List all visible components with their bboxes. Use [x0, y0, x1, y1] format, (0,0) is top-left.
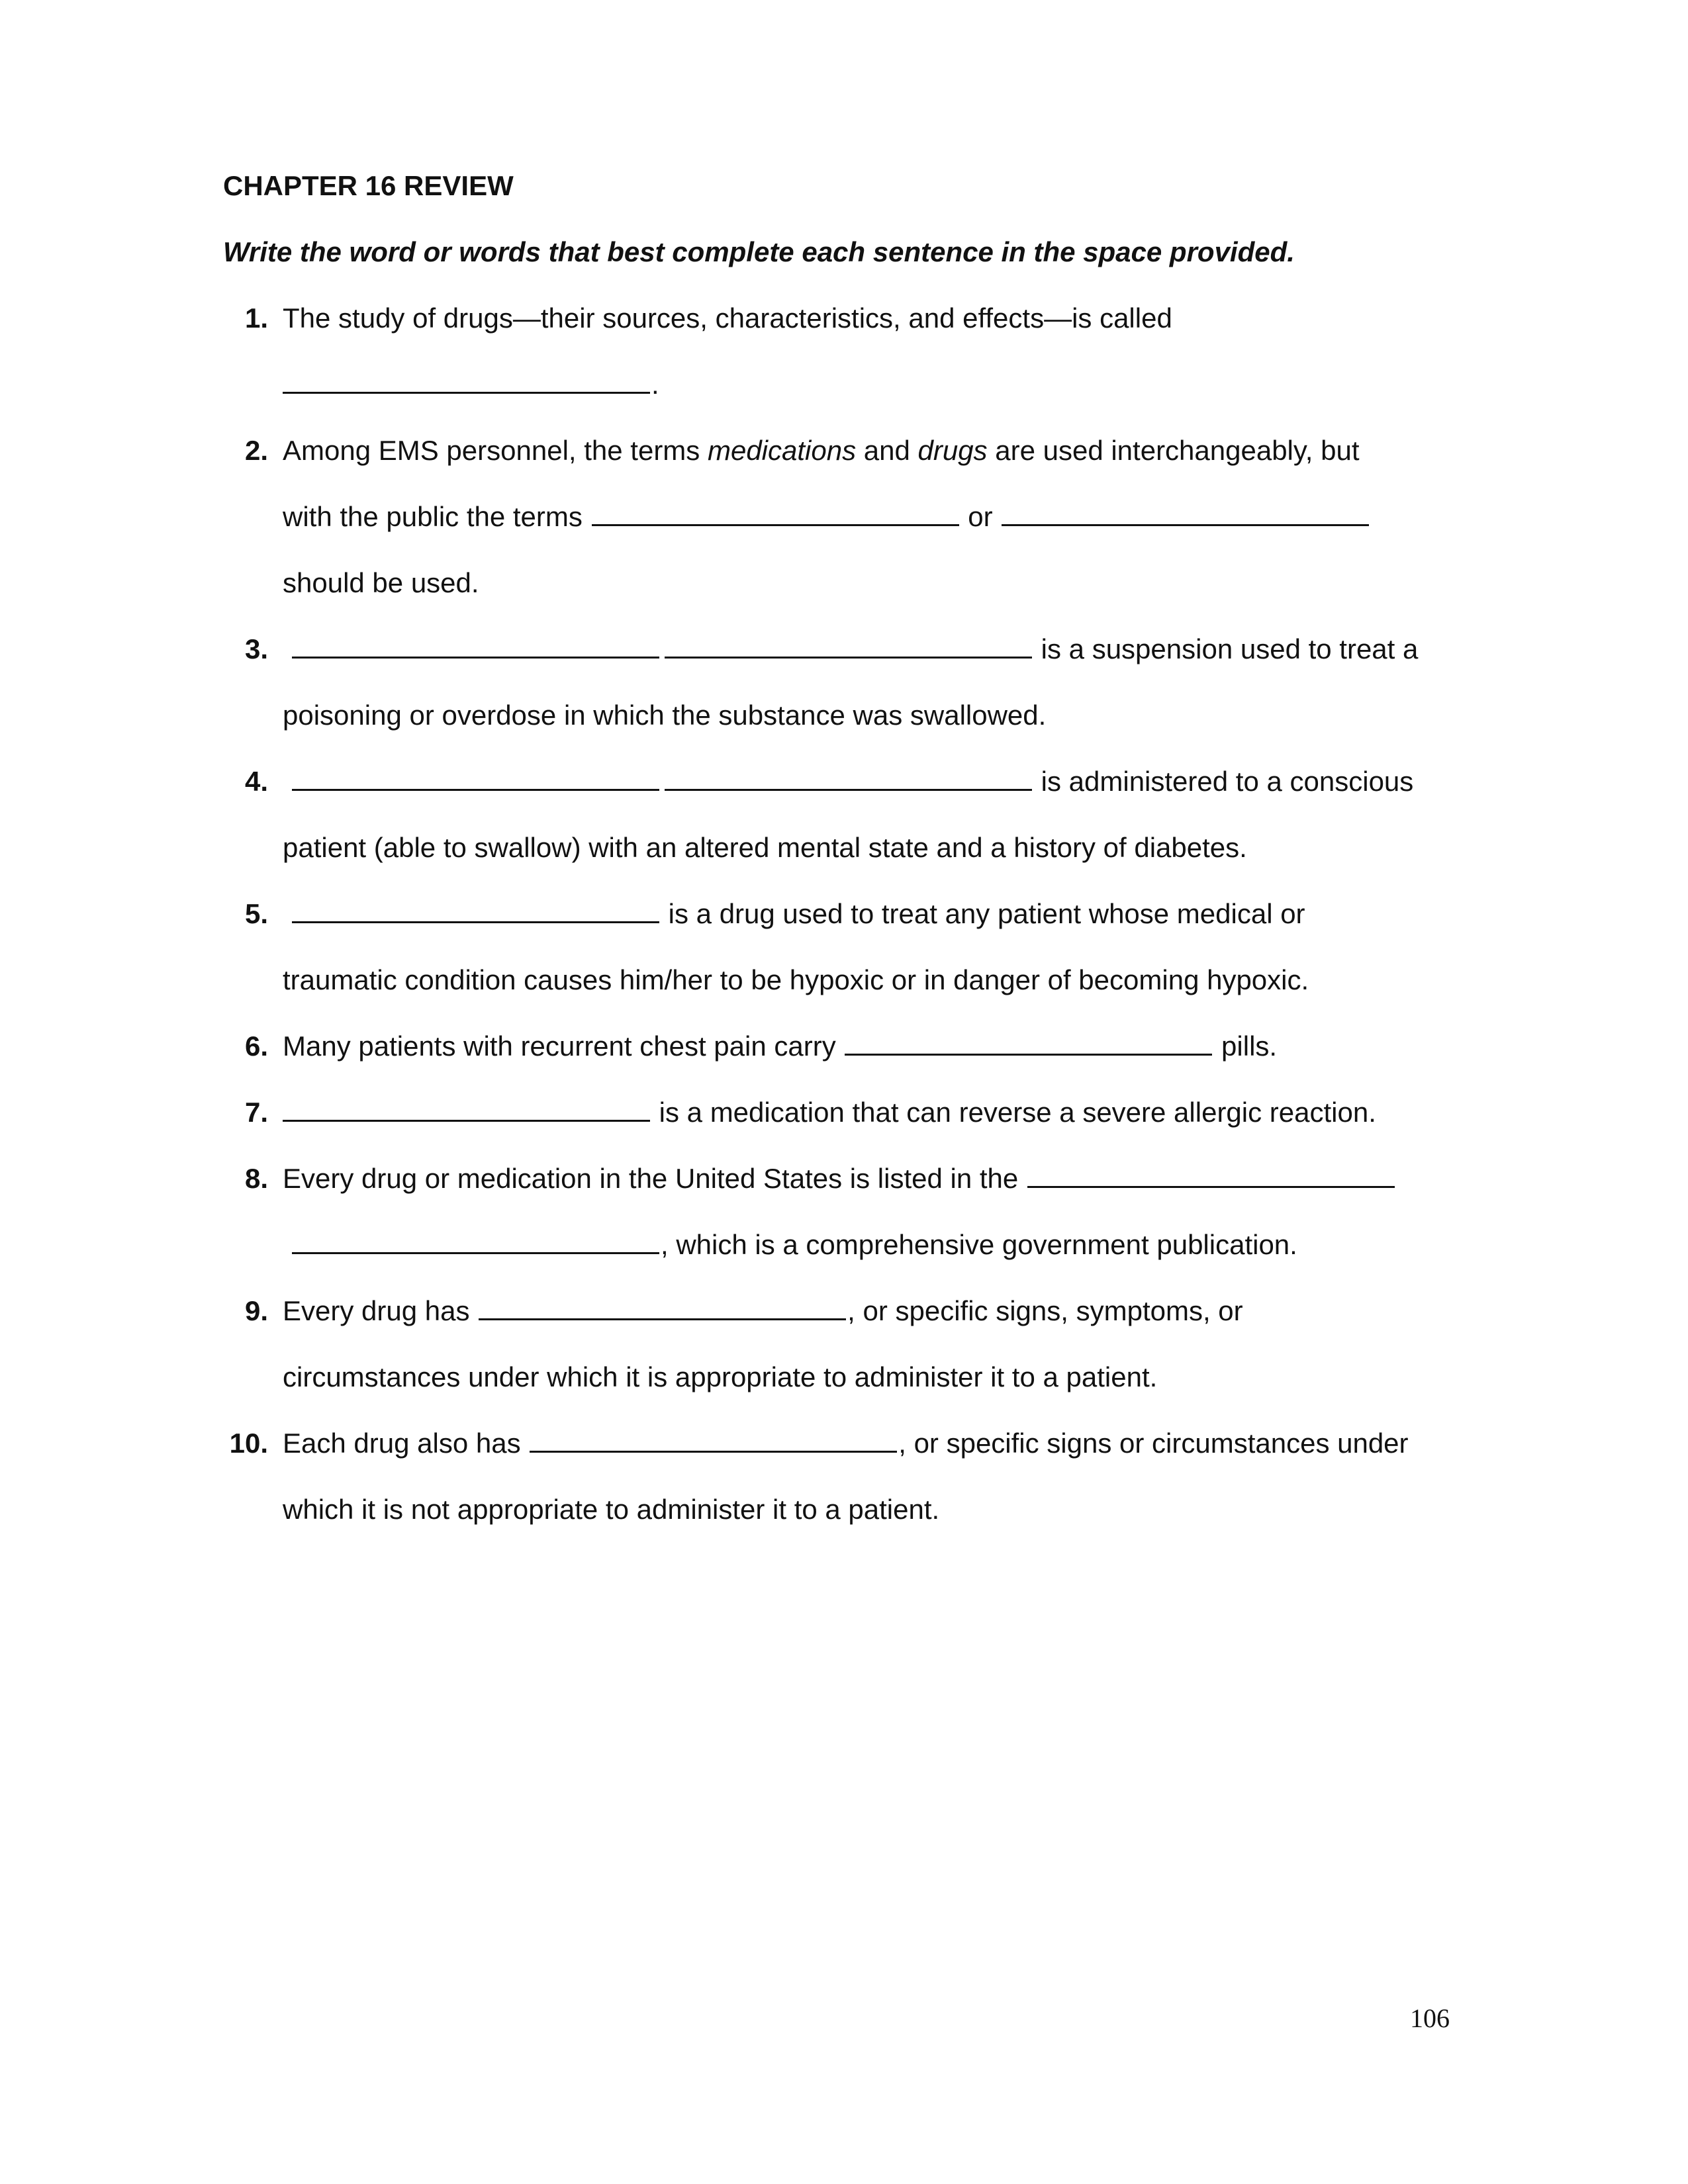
question-2-emphasis-medications: medications	[707, 435, 857, 466]
answer-blank-3a[interactable]	[292, 633, 659, 659]
question-number-5: 5.	[244, 898, 268, 929]
question-9-text-a: Every drug has	[283, 1295, 478, 1326]
question-9-text-c: circumstances under which it is appropriate to administer it to a patient.	[283, 1361, 1158, 1392]
question-number-9: 9.	[244, 1295, 268, 1326]
question-number-1: 1.	[244, 302, 268, 334]
question-2-text-e: or	[960, 501, 1001, 532]
question-3-text-b: poisoning or overdose in which the substance was swallowed.	[283, 700, 1047, 731]
answer-blank-9[interactable]	[479, 1295, 846, 1320]
question-2-emphasis-drugs: drugs	[917, 435, 988, 466]
answer-blank-4a[interactable]	[292, 765, 659, 791]
question-1-line-1	[283, 302, 1172, 335]
answer-blank-2b[interactable]	[1002, 500, 1369, 526]
question-number-8: 8.	[244, 1163, 268, 1194]
question-9-text-b: , or specific signs, symptoms, or	[847, 1295, 1243, 1326]
question-2-line-2	[283, 500, 1370, 533]
question-9-line-2	[283, 1361, 1157, 1394]
page-number: 106	[1410, 2003, 1450, 2033]
answer-blank-8b[interactable]	[292, 1228, 659, 1254]
question-2-text-f: should be used.	[283, 567, 479, 598]
question-5-text-a: is a drug used to treat any patient whose medical or	[661, 898, 1305, 929]
question-number-7: 7.	[244, 1097, 268, 1128]
question-number-10: 10.	[229, 1428, 268, 1459]
answer-blank-8a[interactable]	[1027, 1162, 1395, 1188]
question-3-line-2	[283, 699, 1046, 732]
answer-blank-1[interactable]	[283, 368, 650, 394]
question-6-text-b: pills.	[1213, 1030, 1278, 1062]
question-10-text-c: which it is not appropriate to administer it to a patient.	[283, 1494, 940, 1525]
question-8-text-a: Every drug or medication in the United States is listed in the	[283, 1163, 1026, 1194]
question-4-text-a: is administered to a conscious	[1033, 766, 1414, 797]
answer-blank-2a[interactable]	[592, 500, 959, 526]
answer-blank-3b[interactable]	[665, 633, 1032, 659]
question-2-text-a: Among EMS personnel, the terms	[283, 435, 708, 466]
question-number-6: 6.	[244, 1030, 268, 1062]
question-3-text-a: is a suspension used to treat a	[1033, 633, 1419, 664]
question-number-3: 3.	[244, 633, 268, 664]
question-10-text-a: Each drug also has	[283, 1428, 529, 1459]
question-5-line-1	[283, 897, 1305, 931]
question-2-text-d: with the public the terms	[283, 501, 590, 532]
question-10-line-2	[283, 1493, 939, 1526]
question-1-period: .	[651, 369, 659, 400]
chapter-title: CHAPTER 16 REVIEW	[223, 170, 514, 201]
question-4-line-1	[283, 765, 1413, 798]
question-8-line-2	[283, 1228, 1297, 1261]
question-10-line-1	[283, 1427, 1409, 1460]
question-9-line-1	[283, 1295, 1243, 1328]
question-5-line-2	[283, 964, 1309, 997]
question-1-text: The study of drugs—their sources, characteristics, and effects—is called	[283, 302, 1172, 334]
answer-blank-7[interactable]	[283, 1096, 650, 1122]
answer-blank-10[interactable]	[530, 1427, 897, 1453]
question-1-line-2	[283, 368, 659, 401]
question-6-text-a: Many patients with recurrent chest pain carry	[283, 1030, 844, 1062]
question-10-text-b: , or specific signs or circumstances under	[898, 1428, 1409, 1459]
question-8-line-1	[283, 1162, 1396, 1195]
question-2-line-1	[283, 434, 1360, 467]
question-2-text-c: are used interchangeably, but	[987, 435, 1360, 466]
answer-blank-4b[interactable]	[665, 765, 1032, 791]
answer-blank-6[interactable]	[845, 1030, 1212, 1056]
question-5-text-b: traumatic condition causes him/her to be hypoxic or in danger of becoming hypoxic.	[283, 964, 1309, 995]
question-number-4: 4.	[244, 766, 268, 797]
question-6-line-1	[283, 1030, 1277, 1063]
instructions: Write the word or words that best complete each sentence in the space provided.	[223, 236, 1295, 267]
question-4-line-2	[283, 831, 1247, 864]
question-2-text-b: and	[856, 435, 918, 466]
question-4-text-b: patient (able to swallow) with an altered mental state and a history of diabetes.	[283, 832, 1247, 863]
question-8-text-b: , which is a comprehensive government publication.	[661, 1229, 1297, 1260]
answer-blank-5[interactable]	[292, 897, 659, 923]
question-number-2: 2.	[244, 435, 268, 466]
question-7-line-1	[283, 1096, 1376, 1129]
question-7-text-a: is a medication that can reverse a severe allergic reaction.	[651, 1097, 1376, 1128]
question-3-line-1	[283, 633, 1418, 666]
question-2-line-3	[283, 567, 479, 600]
